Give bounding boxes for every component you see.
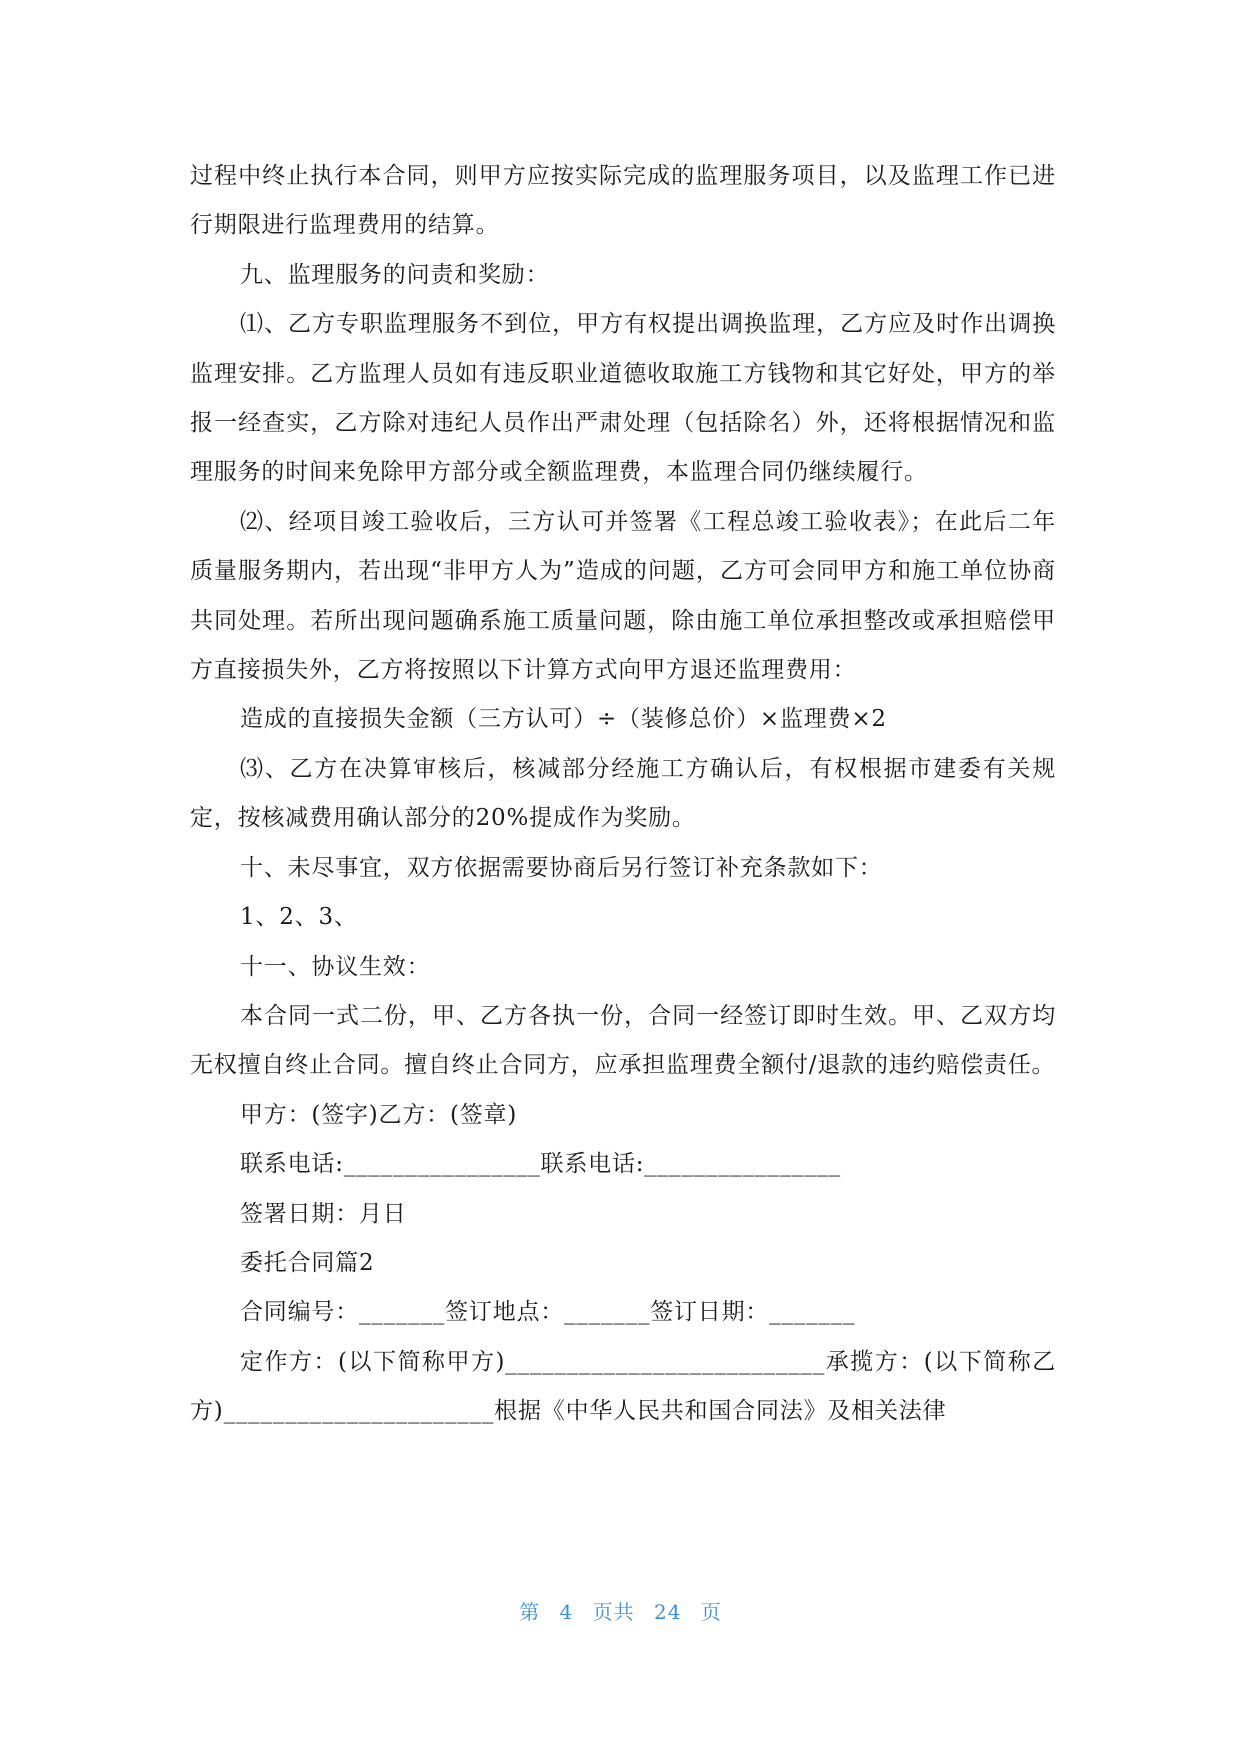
footer-middle: 页共	[592, 1600, 635, 1624]
paragraph-9: 本合同一式二份，甲、乙方各执一份，合同一经签订即时生效。甲、乙双方均无权擅自终止合同。擅自终止合同方，应承担监理费全额付/退款的违约赔偿责任。	[190, 1002, 1056, 1079]
paragraph-12: 签署日期：月日	[240, 1200, 407, 1227]
paragraph-1: 九、监理服务的问责和奖励：	[240, 261, 550, 288]
footer-current-page: 4	[559, 1600, 574, 1624]
paragraph-4: 造成的直接损失金额（三方认可）÷（装修总价）×监理费×2	[240, 706, 887, 733]
paragraph-2: ⑴、乙方专职监理服务不到位，甲方有权提出调换监理，乙方应及时作出调换监理安排。乙方监理人员如有违反职业道德收取施工方钱物和其它好处，甲方的举报一经查实，乙方除对违纪人员作出严肃处理（包括除名）外，还将根据情况和监理服务的时间来免除甲方部分或全额监理费，本监理合同仍继续履行。	[190, 311, 1056, 486]
paragraph-8: 十一、协议生效：	[240, 953, 431, 980]
paragraph-5: ⑶、乙方在决算审核后，核减部分经施工方确认后，有权根据市建委有关规定，按核减费用确认部分的20%提成作为奖励。	[190, 755, 1056, 832]
paragraph-6: 十、未尽事宜，双方依据需要协商后另行签订补充条款如下：	[240, 854, 883, 881]
footer-total-pages: 24	[654, 1600, 682, 1624]
footer-prefix: 第	[519, 1600, 541, 1624]
paragraph-14: 合同编号：_______签订地点：_______签订日期：_______	[240, 1299, 856, 1326]
paragraph-11: 联系电话:________________联系电话:________________	[240, 1151, 842, 1178]
paragraph-13: 委托合同篇2	[240, 1249, 375, 1276]
paragraph-10: 甲方：(签字)乙方：(签章)	[240, 1101, 518, 1128]
page-footer	[0, 1596, 1241, 1625]
paragraph-3: ⑵、经项目竣工验收后，三方认可并签署《工程总竣工验收表》；在此后二年质量服务期内，若出现“非甲方人为”造成的问题，乙方可会同甲方和施工单位协商共同处理。若所出现问题确系施工质量问题，除由施工单位承担整改或承担赔偿甲方直接损失外，乙方将按照以下计算方式向甲方退还监理费用：	[190, 508, 1056, 684]
footer-suffix: 页	[700, 1600, 722, 1624]
paragraph-7: 1、2、3、	[240, 904, 358, 931]
paragraph-0: 过程中终止执行本合同，则甲方应按实际完成的监理服务项目，以及监理工作已进行期限进行监理费用的结算。	[190, 163, 1056, 239]
paragraph-15: 定作方：(以下简称甲方)__________________________承揽方：(以下简称乙方)______________________根据《中华人民共和国合同法》及相关法律	[190, 1348, 1056, 1425]
document-body	[190, 152, 1056, 1437]
